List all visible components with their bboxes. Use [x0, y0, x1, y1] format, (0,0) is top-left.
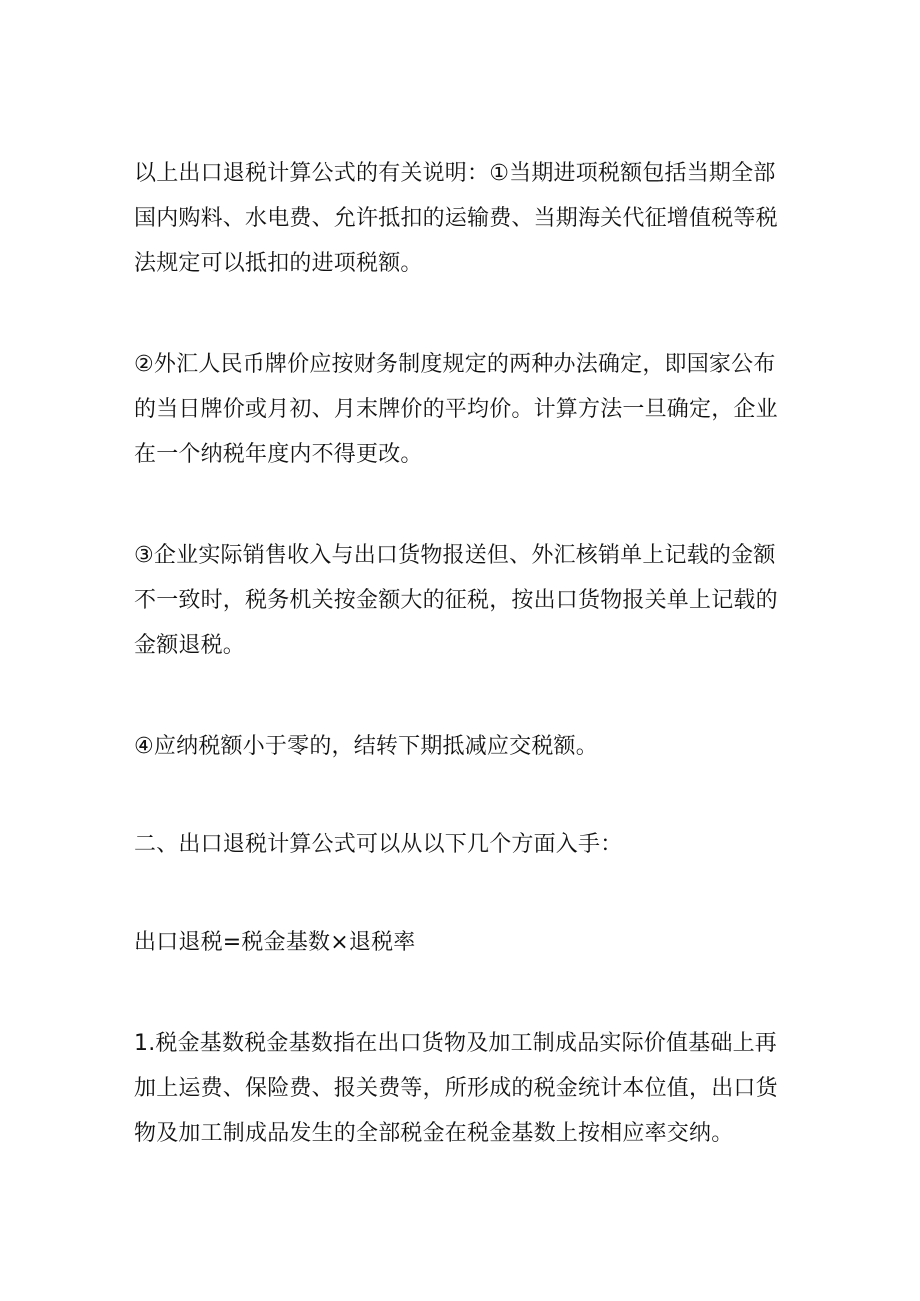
paragraph-sales-income-note: ③企业实际销售收入与出口货物报送但、外汇核销单上记载的金额不一致时，税务机关按金额大的征税，按出口货物报关单上记载的金额退税。 — [134, 543, 778, 658]
paragraph-gap — [134, 867, 794, 920]
paragraph-gap — [134, 477, 794, 533]
document-body — [134, 151, 794, 1156]
paragraph-gap — [134, 668, 794, 724]
paragraph-gap — [134, 965, 794, 1021]
paragraph-gap — [134, 769, 794, 822]
paragraph-negative-tax-note: ④应纳税额小于零的，结转下期抵减应交税额。 — [134, 734, 598, 759]
paragraph-input-tax-note: 以上出口退税计算公式的有关说明：①当期进项税额包括当期全部国内购料、水电费、允许抵扣的运输费、当期海关代征增值税等税法规定可以抵扣的进项税额。 — [134, 161, 778, 276]
paragraph-exchange-rate-note: ②外汇人民币牌价应按财务制度规定的两种办法确定，即国家公布的当日牌价或月初、月末牌价的平均价。计算方法一旦确定，企业在一个纳税年度内不得更改。 — [134, 352, 778, 467]
section-heading-calculation-approach: 二、出口退税计算公式可以从以下几个方面入手： — [134, 832, 623, 857]
paragraph-gap — [134, 286, 794, 342]
formula-line: 出口退税=税金基数×退税率 — [134, 930, 416, 955]
paragraph-tax-base-definition: 1.税金基数税金基数指在出口货物及加工制成品实际价值基础上再加上运费、保险费、报关费等，所形成的税金统计本位值，出口货物及加工制成品发生的全部税金在税金基数上按相应率交纳。 — [134, 1031, 778, 1146]
